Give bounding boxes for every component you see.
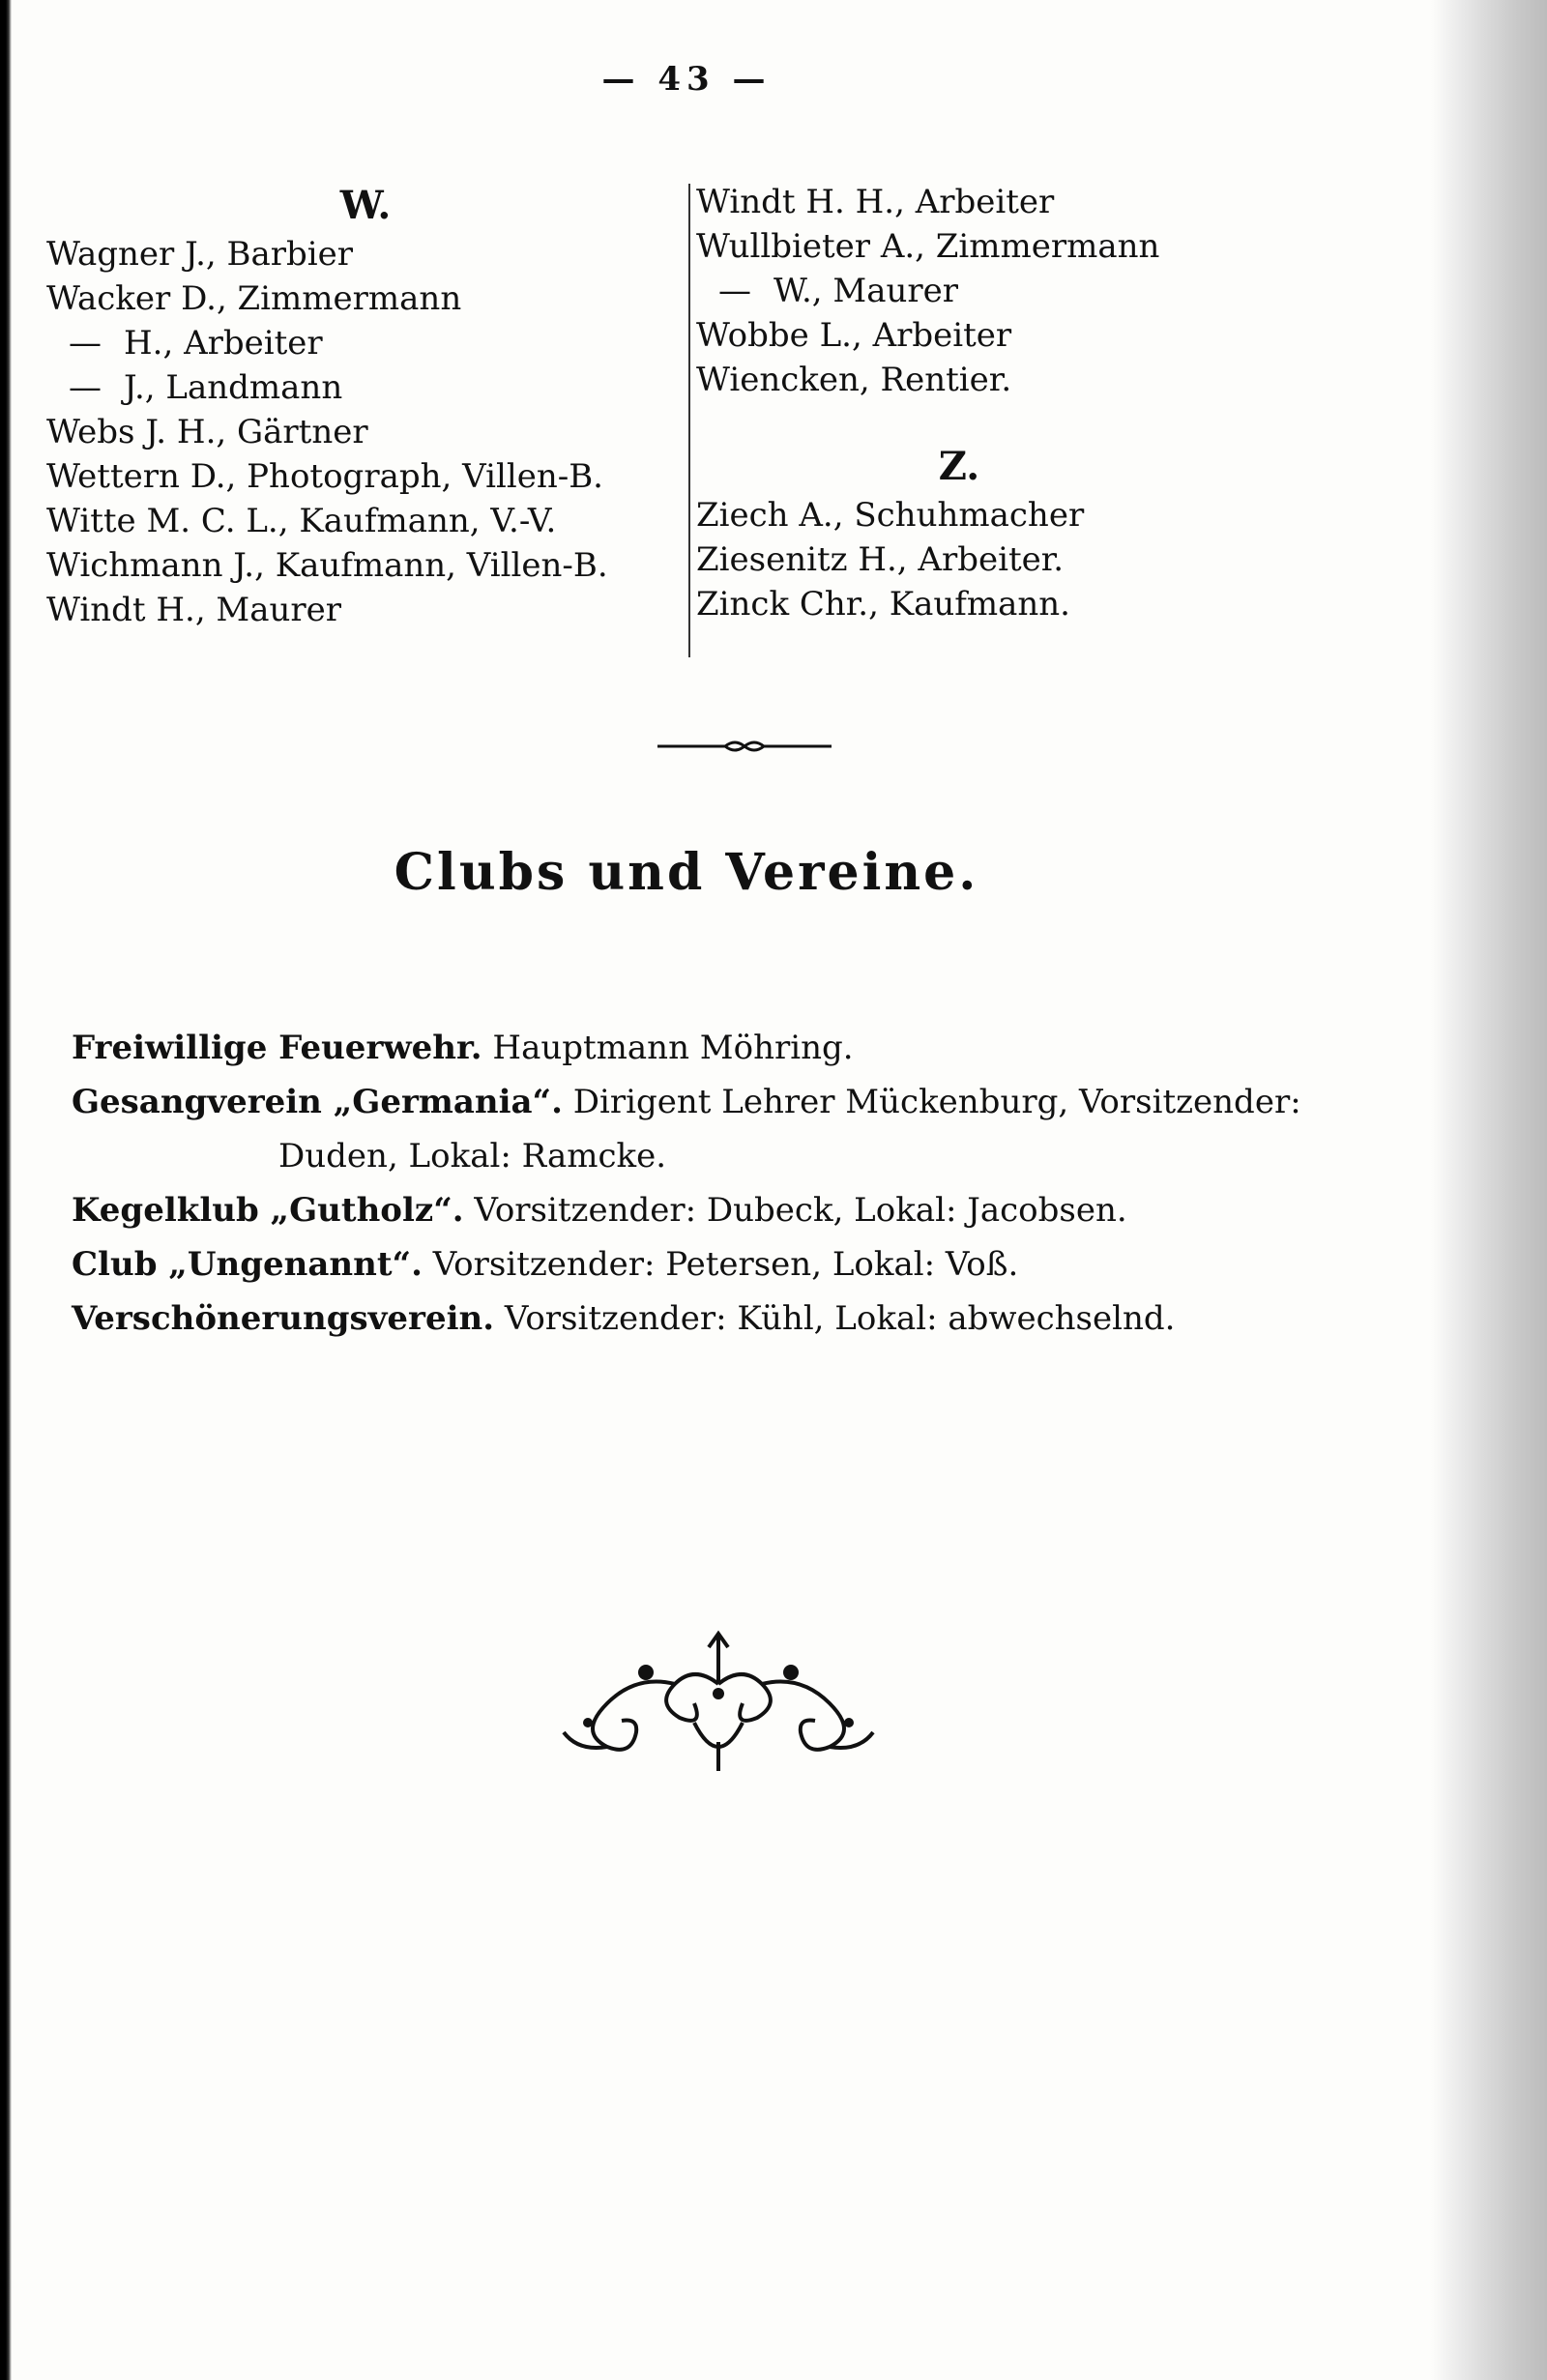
page-number: — 43 — xyxy=(601,60,772,99)
club-entry: Kegelklub „Gutholz“. Vorsitzender: Dubeck, Lokal: Jacobsen. xyxy=(72,1191,1127,1230)
page-edge-right xyxy=(1431,0,1547,2380)
directory-entry: Wacker D., Zimmermann xyxy=(46,279,462,318)
page-edge-left xyxy=(0,0,12,2380)
directory-entry: Windt H. H., Arbeiter xyxy=(696,183,1055,221)
directory-entry: Ziesenitz H., Arbeiter. xyxy=(696,540,1065,579)
directory-entry: Wullbieter A., Zimmermann xyxy=(696,227,1160,266)
directory-entry: Wiencken, Rentier. xyxy=(696,361,1012,399)
directory-column-right xyxy=(688,180,1230,626)
directory-entry: Wichmann J., Kaufmann, Villen-B. xyxy=(46,546,608,585)
letter-heading-z: Z. xyxy=(938,444,980,489)
ornamental-rule xyxy=(657,739,832,754)
directory-entry: Windt H., Maurer xyxy=(46,591,342,629)
ornamental-vignette xyxy=(549,1626,888,1781)
club-entry: Gesangverein „Germania“. Dirigent Lehrer Mückenburg, Vorsitzender: xyxy=(72,1083,1301,1121)
directory-entry: Witte M. C. L., Kaufmann, V.-V. xyxy=(46,502,557,540)
directory-entry: — J., Landmann xyxy=(69,368,343,407)
clubs-list xyxy=(72,1021,1386,1346)
directory-column-left xyxy=(46,180,685,632)
club-entry-continuation: Duden, Lokal: Ramcke. xyxy=(278,1137,667,1175)
club-entry: Club „Ungenannt“. Vorsitzender: Petersen, Lokal: Voß. xyxy=(72,1245,1019,1284)
directory-entry: Zinck Chr., Kaufmann. xyxy=(696,585,1070,624)
section-title: Clubs und Vereine. xyxy=(394,843,979,902)
directory-entry: — H., Arbeiter xyxy=(69,324,323,363)
directory-entry: Wettern D., Photograph, Villen-B. xyxy=(46,457,603,496)
directory-entry: — W., Maurer xyxy=(718,272,959,310)
directory-entry: Ziech A., Schuhmacher xyxy=(696,496,1085,535)
directory-entry: Webs J. H., Gärtner xyxy=(46,413,368,451)
letter-heading-w: W. xyxy=(339,183,392,228)
directory-entry: Wobbe L., Arbeiter xyxy=(696,316,1012,355)
spacer xyxy=(688,402,1230,439)
directory-entry: Wagner J., Barbier xyxy=(46,235,354,274)
club-entry: Verschönerungsverein. Vorsitzender: Kühl, Lokal: abwechselnd. xyxy=(72,1299,1176,1338)
club-entry: Freiwillige Feuerwehr. Hauptmann Möhring. xyxy=(72,1029,854,1067)
